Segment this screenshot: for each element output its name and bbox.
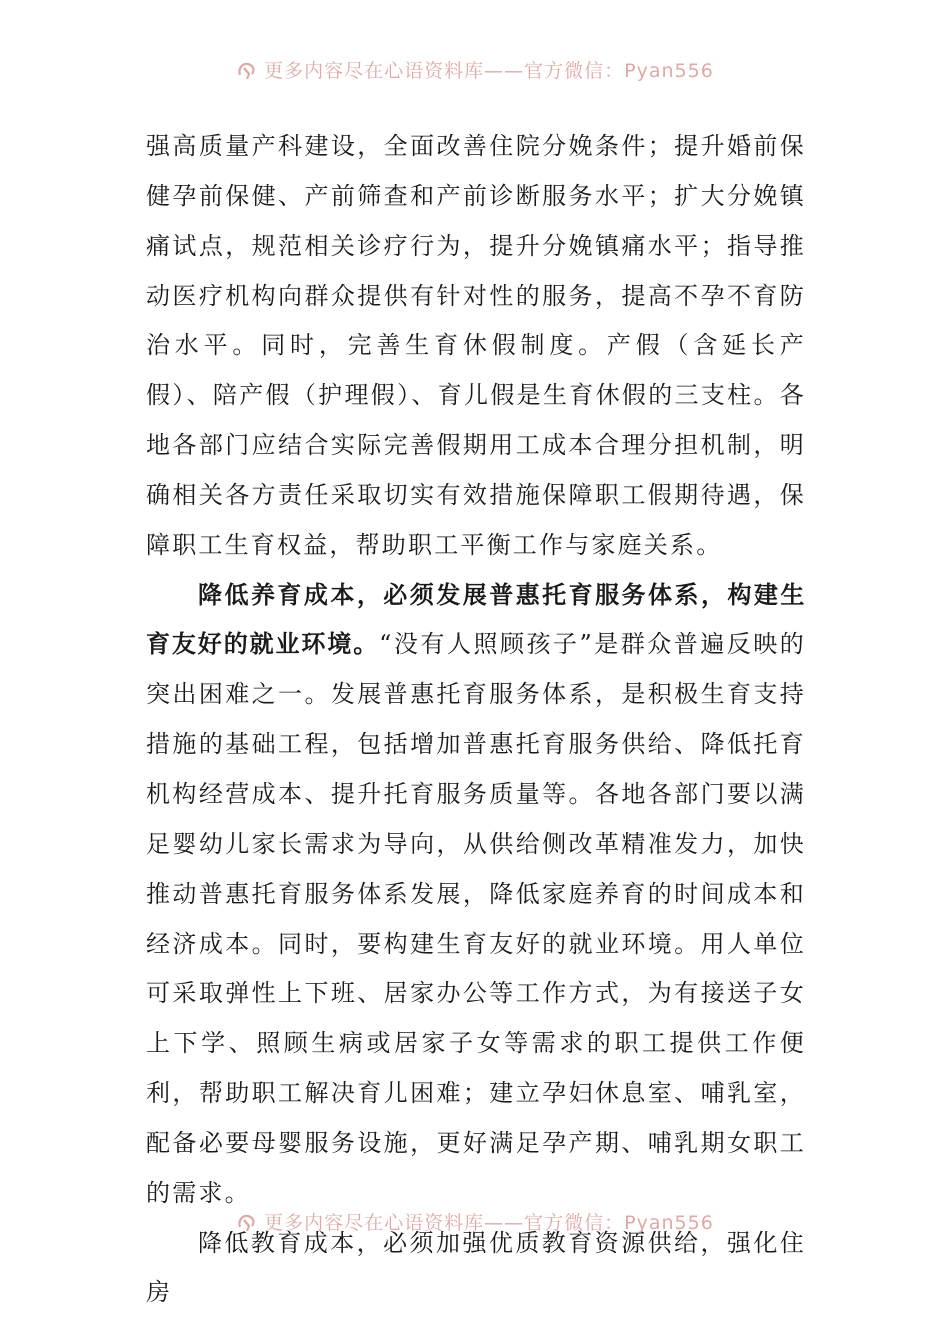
paragraph-1 — [146, 122, 806, 571]
paragraph-3-text: 降低教育成本，必须加强优质教育资源供给，强化住房 — [146, 1228, 806, 1307]
paragraph-2-bold-lead: 降低养育成本，必须发展普惠托育服务体系，构建生育友好的就业环境。 — [146, 580, 806, 659]
watermark-top — [0, 56, 950, 83]
watermark-text: 更多内容尽在心语资料库——官方微信：Pyan556 — [264, 1212, 714, 1234]
watermark-bottom — [0, 1208, 950, 1235]
document-body — [146, 122, 806, 1318]
paragraph-2-text: “没有人照顾孩子”是群众普遍反映的突出困难之一。发展普惠托育服务体系，是积极生育支持措施的基础工程，包括增加普惠托育服务供给、降低托育机构经营成本、提升托育服务质量等。各地各部门要以满足婴幼儿家长需求为导向，从供给侧改革精准发力，加快推动普惠托育服务体系发展，降低家庭养育的时间成本和经济成本。同时，要构建生育友好的就业环境。用人单位可采取弹性上下班、居家办公等工作方式，为有接送子女上下学、照顾生病或居家子女等需求的职工提供工作便利，帮助职工解决育儿困难；建立孕妇休息室、哺乳室，配备必要母婴服务设施，更好满足孕产期、哺乳期女职工的需求。 — [146, 630, 806, 1207]
watermark-text: 更多内容尽在心语资料库——官方微信：Pyan556 — [264, 60, 714, 82]
paragraph-2 — [146, 571, 806, 1219]
paragraph-1-text: 强高质量产科建设，全面改善住院分娩条件；提升婚前保健孕前保健、产前筛查和产前诊断服务水平；扩大分娩镇痛试点，规范相关诊疗行为，提升分娩镇痛水平；指导推动医疗机构向群众提供有针对性的服务，提高不孕不育防治水平。同时，完善生育休假制度。产假（含延长产假）、陪产假（护理假）、育儿假是生育休假的三支柱。各地各部门应结合实际完善假期用工成本合理分担机制，明确相关各方责任采取切实有效措施保障职工假期待遇，保障职工生育权益，帮助职工平衡工作与家庭关系。 — [146, 132, 806, 559]
watermark-logo-icon — [236, 1211, 258, 1233]
watermark-logo-icon — [236, 59, 258, 81]
